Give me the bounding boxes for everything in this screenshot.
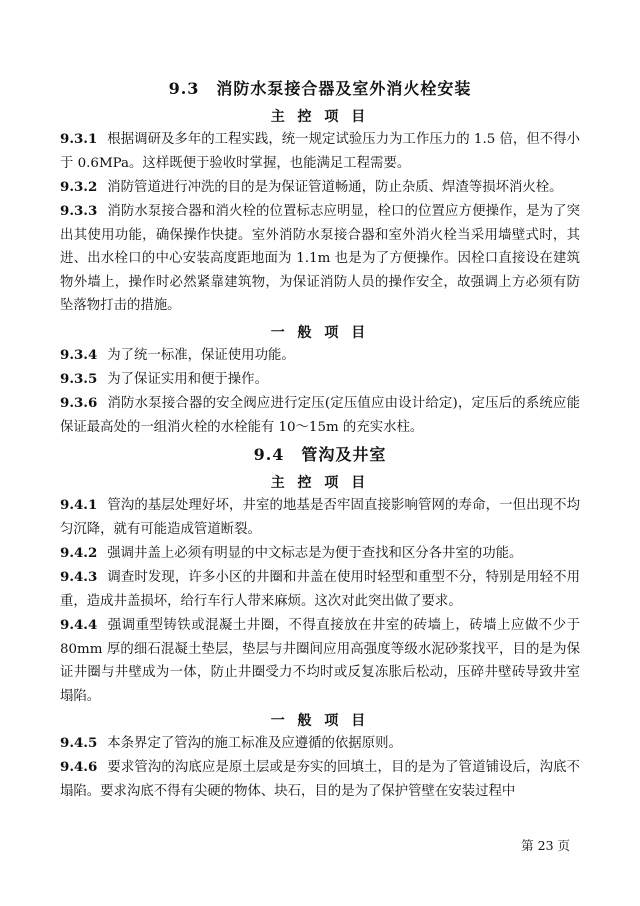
clause-text: 消防水泵接合器和消火栓的位置标志应明显，栓口的位置应方便操作，是为了突出其使用功能，确保操作快捷。室外消防水泵接合器和室外消火栓当采用墙壁式时，其进、出水栓口的中心安装高度距地面为 1.1m 也是为了方便操作。因栓口直接设在建筑物外墙上，操作时必然紧靠建筑物，为保证消防人员的操作安全，故强调上方必须有防坠落物打击的措施。 bbox=[60, 204, 580, 314]
clause-text: 为了保证实用和便于操作。 bbox=[107, 372, 268, 387]
clause-text: 强调重型铸铁或混凝土井圈，不得直接放在井室的砖墙上，砖墙上应做不少于 80mm 厚的细石混凝土垫层，垫层与井圈间应用高强度等级水泥砂浆找平，目的是为保证井圈与井壁成为一体，防止井圈受力不均时或反复冻胀后松动，压碎井壁砖导致井室塌陷。 bbox=[60, 618, 580, 704]
group-heading: 一 般 项 目 bbox=[270, 713, 370, 729]
clause-number: 9.4.6 bbox=[60, 759, 98, 775]
section-title: 9.4 管沟及井室 bbox=[253, 445, 387, 464]
clause-9-4-3 bbox=[60, 566, 580, 613]
clause-number: 9.4.4 bbox=[60, 617, 98, 633]
clause-9-3-6 bbox=[60, 392, 580, 439]
group-heading: 主 控 项 目 bbox=[270, 475, 370, 491]
clause-text: 强调井盖上必须有明显的中文标志是为便于查找和区分各井室的功能。 bbox=[107, 546, 523, 561]
clause-text: 调查时发现，许多小区的井圈和井盖在使用时轻型和重型不分，特别是用轻不用重，造成井盖损坏，给行车行人带来麻烦。这次对此突出做了要求。 bbox=[60, 570, 580, 609]
clause-text: 为了统一标准，保证使用功能。 bbox=[107, 348, 295, 363]
clause-number: 9.3.6 bbox=[60, 395, 98, 411]
group-heading: 一 般 项 目 bbox=[270, 325, 370, 341]
clause-number: 9.4.2 bbox=[60, 545, 98, 561]
clause-9-4-1 bbox=[60, 494, 580, 541]
section-title: 9.3 消防水泵接合器及室外消火栓安装 bbox=[168, 79, 472, 98]
clause-number: 9.3.1 bbox=[60, 131, 98, 147]
clause-9-4-6 bbox=[60, 756, 580, 803]
clause-9-4-5 bbox=[60, 732, 580, 756]
clause-number: 9.3.4 bbox=[60, 347, 98, 363]
group-heading: 主 控 项 目 bbox=[270, 109, 370, 125]
clause-text: 管沟的基层处理好坏，井室的地基是否牢固直接影响管网的寿命，一但出现不均匀沉降，就有可能造成管道断裂。 bbox=[60, 498, 580, 537]
clause-9-4-2 bbox=[60, 542, 580, 566]
clause-9-3-5 bbox=[60, 368, 580, 392]
page-number: 第 23 页 bbox=[521, 838, 570, 853]
clause-text: 消防水泵接合器的安全阀应进行定压(定压值应由设计给定)，定压后的系统应能保证最高处的一组消火栓的水栓能有 10～15m 的充实水柱。 bbox=[60, 396, 580, 435]
clause-9-4-4 bbox=[60, 614, 580, 708]
clause-number: 9.3.5 bbox=[60, 371, 98, 387]
clause-9-3-4 bbox=[60, 344, 580, 368]
clause-number: 9.4.1 bbox=[60, 497, 98, 513]
clause-number: 9.3.2 bbox=[60, 179, 98, 195]
clause-text: 根据调研及多年的工程实践，统一规定试验压力为工作压力的 1.5 倍，但不得小于 0.6MPa。这样既便于验收时掌握，也能满足工程需要。 bbox=[60, 132, 580, 171]
clause-text: 要求管沟的沟底应是原土层或是夯实的回填土，目的是为了管道铺设后，沟底不塌陷。要求沟底不得有尖硬的物体、块石，目的是为了保护管壁在安装过程中 bbox=[60, 760, 580, 799]
clause-9-3-1 bbox=[60, 128, 580, 175]
clause-number: 9.3.3 bbox=[60, 203, 98, 219]
clause-number: 9.4.5 bbox=[60, 735, 98, 751]
clause-text: 消防管道进行冲洗的目的是为保证管道畅通，防止杂质、焊渣等损坏消火栓。 bbox=[107, 180, 563, 195]
clause-9-3-2 bbox=[60, 176, 580, 200]
clause-number: 9.4.3 bbox=[60, 569, 98, 585]
clause-text: 本条界定了管沟的施工标准及应遵循的依据原则。 bbox=[107, 736, 402, 751]
clause-9-3-3 bbox=[60, 200, 580, 318]
